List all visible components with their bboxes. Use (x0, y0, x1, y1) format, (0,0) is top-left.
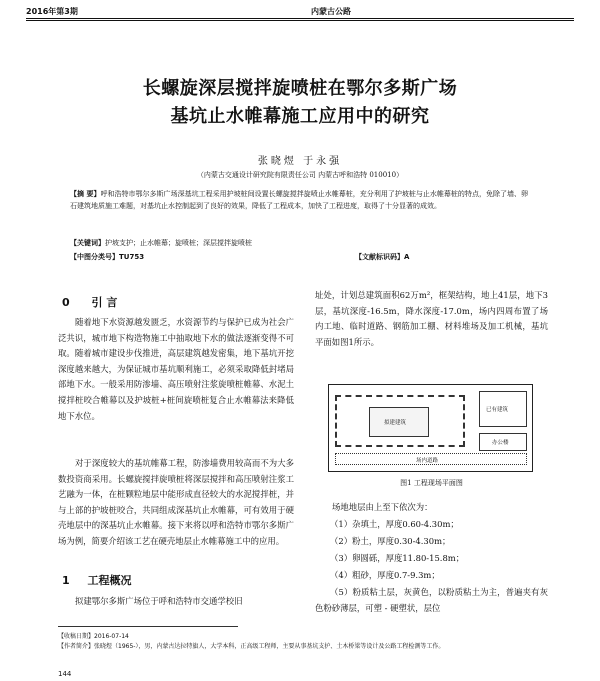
running-header (26, 2, 574, 20)
received-date: 【收稿日期】2016-07-14 (58, 633, 129, 640)
header-rule (26, 18, 574, 19)
site-plan-figure (328, 384, 533, 472)
strata-intro: 场地地层由上至下依次为： (332, 502, 433, 512)
stratum-2: （2）粉土，厚度0.30-4.30m； (330, 536, 451, 546)
classification-value: TU753 (119, 253, 145, 261)
building-label: 拟建建筑 (384, 420, 407, 426)
intro-paragraph-1: 随着地下水资源越发匮乏，水资源节约与保护已成为社会广泛共识，城市地下构造物施工中抽取地下水的做法逐渐变得不可取。随着城市建设步伐推进，高层建筑越发密集，地下基坑开挖深度越来越大，为保证城市基坑顺利施工，必须采取降低封堵局部地下水。一般采用防渗墙、高压喷射注浆旋喷桩帷幕、水泥土搅拌桩咬合帷幕以及护坡桩+桩间旋喷桩复合止水帷幕法来降低地下水位。 (58, 317, 294, 421)
classification-label: 【中图分类号】 (70, 253, 119, 261)
section-0-number: 0 (62, 296, 70, 309)
article-title-line-2: 基坑止水帷幕施工应用中的研究 (170, 106, 430, 127)
abstract-text: 呼和浩特市鄂尔多斯广场深基坑工程采用护坡桩间设置长螺旋搅拌旋喷止水帷幕桩，充分利用了护坡桩与止水帷幕桩的特点，免除了墙、卵石建筑地质施工难题，对基坑止水控制起到了良好的效果，降低了工程成本，加快了工程进度，取得了十分显著的成效。 (70, 190, 529, 210)
existing-building-block (479, 391, 527, 427)
office-label: 办公楼 (492, 440, 509, 446)
page-number: 144 (58, 670, 72, 678)
doc-code-value: A (404, 253, 410, 261)
section-0-title: 引 言 (91, 296, 118, 309)
doc-code (355, 252, 409, 262)
header-rule-2 (26, 20, 574, 21)
road-strip (335, 453, 527, 465)
road-label: 场内道路 (416, 458, 439, 464)
section-0-heading (62, 294, 117, 310)
keywords-text: 护坡支护；止水帷幕；旋喷桩；深层搅拌旋喷桩 (105, 239, 252, 247)
existing-building-label: 已有建筑 (486, 407, 509, 413)
doc-code-label: 【文献标识码】 (355, 253, 404, 261)
stratum-4: （4）粗砂，厚度0.7-9.3m； (330, 570, 440, 580)
stratum-3: （3）卵圆砾，厚度11.80-15.8m； (330, 553, 465, 563)
article-title-line-1: 长螺旋深层搅拌旋喷桩在鄂尔多斯广场 (142, 78, 458, 99)
abstract (70, 188, 528, 212)
figure-caption: 图1 工程现场平面图 (400, 479, 463, 487)
overview-paragraph-cont: 址处，计划总建筑面积62万m²，框架结构，地上41层，地下3层，基坑深度-16.5m，降水深度-17.0m，场内四周布置了场内工地、临时道路、钢筋加工棚、材料堆场及加工机械，基坑平面如图1所示。 (315, 290, 548, 347)
keywords (70, 238, 252, 248)
issue-label: 2016年第3期 (26, 7, 78, 16)
classification (70, 252, 144, 262)
abstract-label: 【摘 要】 (70, 190, 101, 198)
stratum-1: （1）杂填土，厚度0.60-4.30m； (330, 519, 459, 529)
stratum-5: （5）粉质粘土层，灰黄色，以粉质粘土为主，普遍夹有灰色粉砂薄层，可塑 - 硬塑状，层位 (315, 587, 548, 613)
section-1-title: 工程概况 (87, 574, 132, 587)
overview-paragraph-start: 拟建鄂尔多斯广场位于呼和浩特市交通学校旧 (75, 596, 243, 606)
author-bio: 【作者简介】张晓煜（1965-），男，内蒙古达拉特旗人，大学本科，正高级工程师，主要从事基坑支护、土木桥梁等设计及公路工程检测等工作。 (58, 643, 445, 650)
affiliation: （内蒙古交通设计研究院有限责任公司 内蒙古呼和浩特 010010） (196, 171, 404, 179)
office-block (479, 433, 527, 451)
journal-name: 内蒙古公路 (311, 7, 351, 16)
authors: 张晓煜 于永强 (257, 156, 343, 167)
keywords-label: 【关键词】 (70, 239, 105, 247)
building-block (369, 407, 429, 437)
intro-paragraph-2: 对于深度较大的基坑帷幕工程，防渗墙费用较高而不为大多数投资商采用。长螺旋搅拌旋喷桩将深层搅拌和高压喷射注浆工艺融为一体，在桩颗粒地层中能形成直径较大的水泥搅拌桩，并与上部的护坡桩咬合，共同组成深基坑止水帷幕，可有效用于硬壳地层中的深基坑止水帷幕。接下来将以呼和浩特市鄂尔多斯广场为例，简要介绍该工艺在硬壳地层止水帷幕施工中的应用。 (58, 458, 294, 546)
section-1-heading (62, 572, 132, 588)
footnote-rule (58, 626, 238, 627)
section-1-number: 1 (62, 574, 70, 587)
